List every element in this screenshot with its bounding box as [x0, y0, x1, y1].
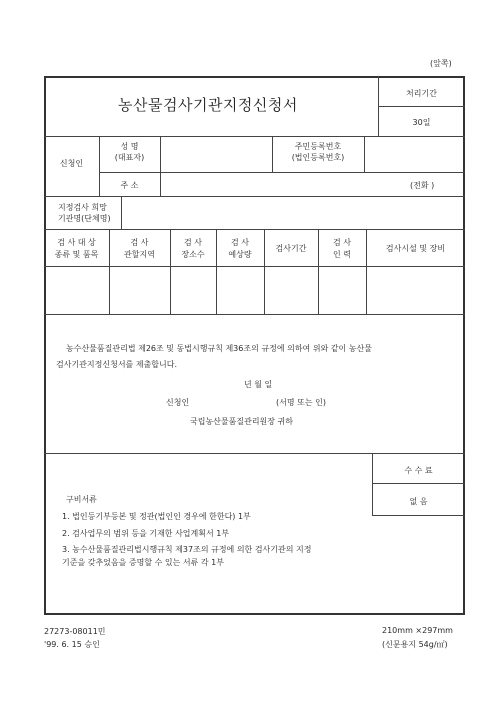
- statement-line1: 농수산물품질관리법 제26조 및 동법시행규칙 제36조의 규정에 의하여 위와 같이 농산물: [66, 344, 372, 353]
- rule-processing: [378, 106, 465, 107]
- name-field[interactable]: [161, 137, 271, 171]
- cell-target[interactable]: [45, 267, 108, 313]
- col-header-period: 검사기간: [275, 244, 307, 253]
- name-label: 성 명: [120, 142, 139, 151]
- applicant-section-label: 신청인: [59, 159, 84, 168]
- side-label: (앞쪽): [430, 59, 452, 68]
- rule-table-body-bottom: [44, 314, 465, 315]
- cell-staff[interactable]: [319, 267, 365, 313]
- address-field[interactable]: [161, 173, 401, 195]
- statement-applicant: 신청인: [166, 398, 190, 407]
- col-header-facilities: 검사시설 및 장비: [385, 244, 446, 253]
- rule-fee-bottom: [372, 515, 465, 516]
- statement-signature: (서명 또는 인): [276, 398, 326, 407]
- processing-value: 30일: [412, 118, 431, 127]
- name-sub-label: (대표자): [114, 153, 145, 162]
- id-field[interactable]: [365, 137, 464, 171]
- rule-statement-bottom: [44, 453, 465, 454]
- documents-item-2: 2. 검사업무의 범위 등을 기재한 사업계획서 1부: [62, 529, 230, 538]
- fee-label: 수 수 료: [404, 466, 433, 475]
- id-label: 주민등록번호: [294, 142, 342, 151]
- paper-size: 210mm ×297mm: [382, 626, 453, 635]
- documents-item-3: 3. 농수산물품질관리법시행규칙 제37조의 규정에 의한 검사기관의 지정: [62, 545, 312, 554]
- fee-value: 없 음: [409, 497, 428, 506]
- col-header-staff-line1: 검 사: [333, 238, 351, 247]
- id-sub-label: (법인등록번호): [291, 153, 345, 162]
- form-number: 27273-08011민: [44, 627, 106, 636]
- documents-title: 구비서류: [66, 495, 97, 504]
- statement-date: 년 월 일: [244, 380, 273, 389]
- agency-name-field[interactable]: [122, 197, 464, 228]
- col-header-target-line1: 검 사 대 상: [57, 238, 96, 247]
- agency-label-line2: 기관명(단체명): [58, 214, 111, 223]
- cell-period[interactable]: [265, 267, 317, 313]
- form-title: 농산물검사기관지정신청서: [118, 96, 298, 114]
- col-header-region-line1: 검 사: [130, 238, 149, 247]
- col-header-sites-line1: 검 사: [184, 238, 202, 247]
- documents-item-3-cont: 기준을 갖추었음을 증명할 수 있는 서류 각 1부: [62, 558, 224, 567]
- cell-volume[interactable]: [217, 267, 263, 313]
- rule-fee-mid: [372, 483, 465, 484]
- cell-sites[interactable]: [171, 267, 215, 313]
- col-header-staff-line2: 인 력: [333, 250, 351, 259]
- approval-date: '99. 6. 15 승인: [44, 640, 100, 649]
- col-header-region-line2: 관할지역: [124, 250, 155, 259]
- cell-region[interactable]: [110, 267, 169, 313]
- col-header-target-line2: 종류 및 품목: [54, 250, 99, 259]
- col-header-volume-line2: 예상량: [228, 250, 252, 259]
- paper-type: (신문용지 54g/㎡): [382, 640, 448, 649]
- col-header-sites-line2: 장소수: [181, 250, 205, 259]
- statement-recipient: 국립농산물품질관리원장 귀하: [190, 417, 294, 426]
- rule-agency-bottom: [44, 229, 465, 230]
- cell-facilities[interactable]: [367, 267, 464, 313]
- col-header-volume-line1: 검 사: [231, 238, 249, 247]
- documents-item-1: 1. 법인등기부등본 및 정관(법인인 경우에 한한다) 1부: [62, 512, 251, 521]
- agency-label-line1: 지정검사 희망: [58, 203, 107, 212]
- processing-label: 처리기간: [406, 89, 437, 98]
- statement-line2: 검사기관지정신청서를 제출합니다.: [56, 360, 178, 369]
- phone-label: (전화 ): [410, 181, 435, 190]
- address-label: 주 소: [120, 181, 139, 190]
